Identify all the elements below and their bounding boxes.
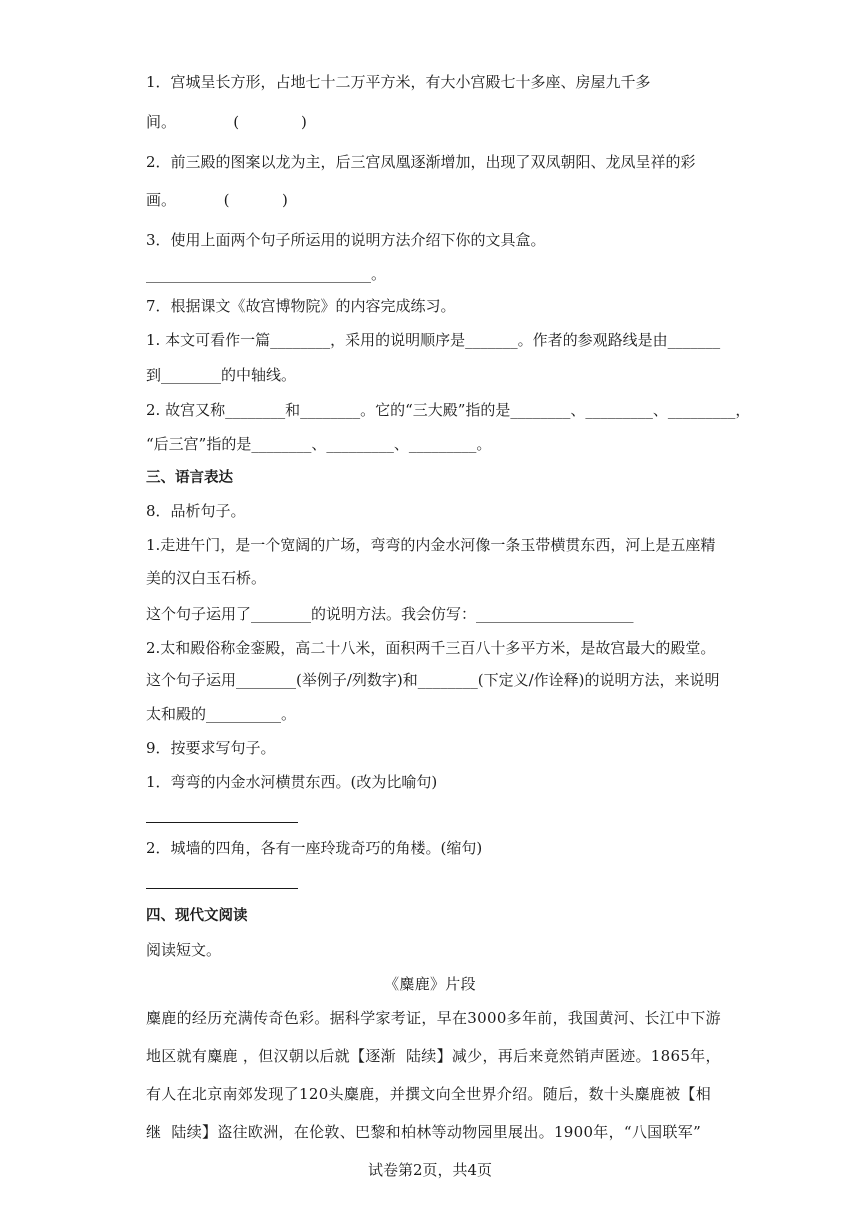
q8-line-1: 1.走进午门，是一个宽阔的广场，弯弯的内金水河像一条玉带横贯东西，河上是五座精 (146, 536, 716, 554)
section-4-heading: 四、现代文阅读 (146, 908, 248, 924)
q7-line-1: 1. 本文可看作一篇________，采用的说明顺序是_______。作者的参观路线是由_______ (146, 331, 721, 349)
passage-line-4: 继 陆续】盗往欧洲，在伦敦、巴黎和柏林等动物园里展出。1900年，“八国联军” (146, 1123, 702, 1141)
page-footer: 试卷第2页，共4页 (367, 1161, 493, 1179)
q9-line-1: 1．弯弯的内金水河横贯东西。(改为比喻句) (146, 773, 438, 791)
q-line-1: 1．宫城呈长方形，占地七十二万平方米，有大小宫殿七十多座、房屋九千多 (146, 73, 651, 91)
q7-line-3: 2. 故宫又称________和________。它的“三大殿”指的是________、_________、_________， (146, 401, 751, 419)
q7-title: 7．根据课文《故宫博物院》的内容完成练习。 (146, 297, 456, 315)
section-3-heading: 三、语言表达 (146, 470, 233, 486)
q8-line-4: 2.太和殿俗称金銮殿，高二十八米，面积两千三百八十多平方米，是故宫最大的殿堂。 (146, 639, 716, 657)
passage-line-1: 麋鹿的经历充满传奇色彩。据科学家考证，早在3000多年前，我国黄河、长江中下游 (146, 1009, 721, 1027)
q7-line-4: “后三宫”指的是________、_________、_________。 (146, 435, 492, 453)
passage-title: 《麋鹿》片段 (384, 975, 476, 993)
passage-line-3: 有人在北京南郊发现了120头麋鹿，并撰文向全世界介绍。随后，数十头麋鹿被【相 (146, 1085, 712, 1103)
answer-blank-q9-2 (146, 888, 298, 889)
answer-line-5: ______________________________。 (146, 265, 387, 283)
q9-title: 9．按要求写句子。 (146, 739, 276, 757)
q-line-2: 间。 ( ) (146, 113, 307, 131)
q8-line-2: 美的汉白玉石桥。 (146, 569, 267, 587)
q8-line-3: 这个句子运用了________的说明方法。我会仿写：_____________________ (146, 605, 634, 623)
q-line-5: 3．使用上面两个句子所运用的说明方法介绍下你的文具盒。 (146, 231, 546, 249)
q8-line-5: 这个句子运用________(举例子/列数字)和________(下定义/作诠释)的说明方法，来说明 (146, 671, 720, 689)
answer-blank-q9-1 (146, 822, 298, 823)
passage-line-2: 地区就有麋鹿 ，但汉朝以后就【逐渐 陆续】减少，再后来竟然销声匿迹。1865年， (146, 1047, 721, 1065)
q8-line-6: 太和殿的__________。 (146, 705, 297, 723)
q-line-3: 2．前三殿的图案以龙为主，后三宫凤凰逐渐增加，出现了双凤朝阳、龙凤呈祥的彩 (146, 153, 696, 171)
q9-line-2: 2．城墙的四角，各有一座玲珑奇巧的角楼。(缩句) (146, 839, 483, 857)
q7-line-2: 到________的中轴线。 (146, 366, 297, 384)
q-line-4: 画。 ( ) (146, 191, 288, 209)
reading-instruction: 阅读短文。 (146, 941, 222, 959)
q8-title: 8．品析句子。 (146, 502, 246, 520)
